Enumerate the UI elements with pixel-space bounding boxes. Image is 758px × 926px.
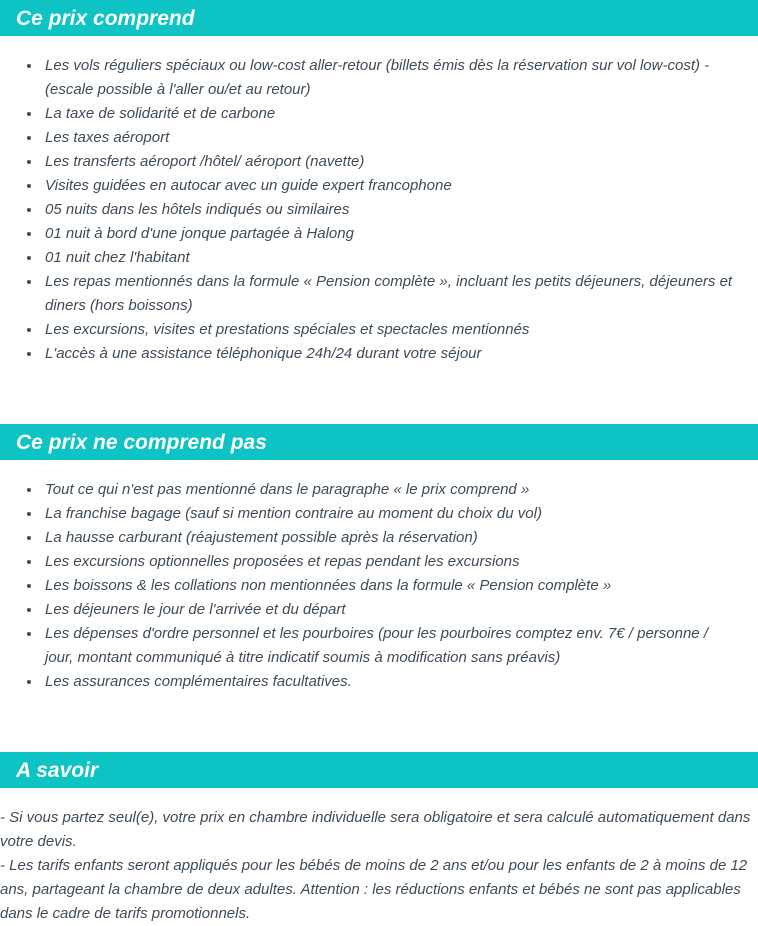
- list-item: • La hausse carburant (réajustement possible après la réservation): [42, 526, 734, 550]
- list-item: • La taxe de solidarité et de carbone: [42, 102, 734, 126]
- list-item: • Les assurances complémentaires facultatives.: [42, 670, 734, 694]
- list-item: • Les boissons & les collations non mentionnées dans la formule « Pension complète »: [42, 574, 734, 598]
- list-item: • L'accès à une assistance téléphonique 24h/24 durant votre séjour: [42, 342, 734, 366]
- list-item: • Les excursions, visites et prestations spéciales et spectacles mentionnés: [42, 318, 734, 342]
- info-paragraph: - Si vous partez seul(e), votre prix en chambre individuelle sera obligatoire et sera calculé automatiquement dans votre devis.: [0, 809, 751, 850]
- list-item: • Les déjeuners le jour de l'arrivée et du départ: [42, 598, 734, 622]
- good-to-know-text: [0, 806, 758, 926]
- list-item: • Les vols réguliers spéciaux ou low-cost aller-retour (billets émis dès la réservation sur vol low-cost) - (escale possible à l'aller ou/et au retour): [42, 54, 734, 102]
- section-header-price-excludes: Ce prix ne comprend pas: [0, 424, 758, 460]
- list-item: • Les taxes aéroport: [42, 126, 734, 150]
- list-item: • 01 nuit à bord d'une jonque partagée à Halong: [42, 222, 734, 246]
- section-price-excludes: [0, 424, 758, 694]
- section-header-price-includes: Ce prix comprend: [0, 0, 758, 36]
- list-item: • Tout ce qui n'est pas mentionné dans le paragraphe « le prix comprend »: [42, 478, 734, 502]
- list-item: • La franchise bagage (sauf si mention contraire au moment du choix du vol): [42, 502, 734, 526]
- list-item: • Les transferts aéroport /hôtel/ aéroport (navette): [42, 150, 734, 174]
- section-price-includes: [0, 0, 758, 366]
- list-item: • 05 nuits dans les hôtels indiqués ou similaires: [42, 198, 734, 222]
- section-good-to-know: [0, 752, 758, 926]
- list-item: • Les excursions optionnelles proposées et repas pendant les excursions: [42, 550, 734, 574]
- info-paragraph: - Les tarifs enfants seront appliqués pour les bébés de moins de 2 ans et/ou pour les enfants de 2 à moins de 12 ans, partageant la chambre de deux adultes. Attention : les réductions enfants et bébés ne sont pas applicables dans le cadre de tarifs promotionnels.: [0, 857, 748, 922]
- price-includes-list: [0, 54, 758, 366]
- list-item: • Les dépenses d'ordre personnel et les pourboires (pour les pourboires comptez env. 7€ / personne / jour, montant communiqué à titre indicatif soumis à modification sans préavis): [42, 622, 734, 670]
- list-item: • Visites guidées en autocar avec un guide expert francophone: [42, 174, 734, 198]
- section-header-good-to-know: A savoir: [0, 752, 758, 788]
- price-excludes-list: [0, 478, 758, 694]
- list-item: • Les repas mentionnés dans la formule « Pension complète », incluant les petits déjeuners, déjeuners et diners (hors boissons): [42, 270, 734, 318]
- list-item: • 01 nuit chez l'habitant: [42, 246, 734, 270]
